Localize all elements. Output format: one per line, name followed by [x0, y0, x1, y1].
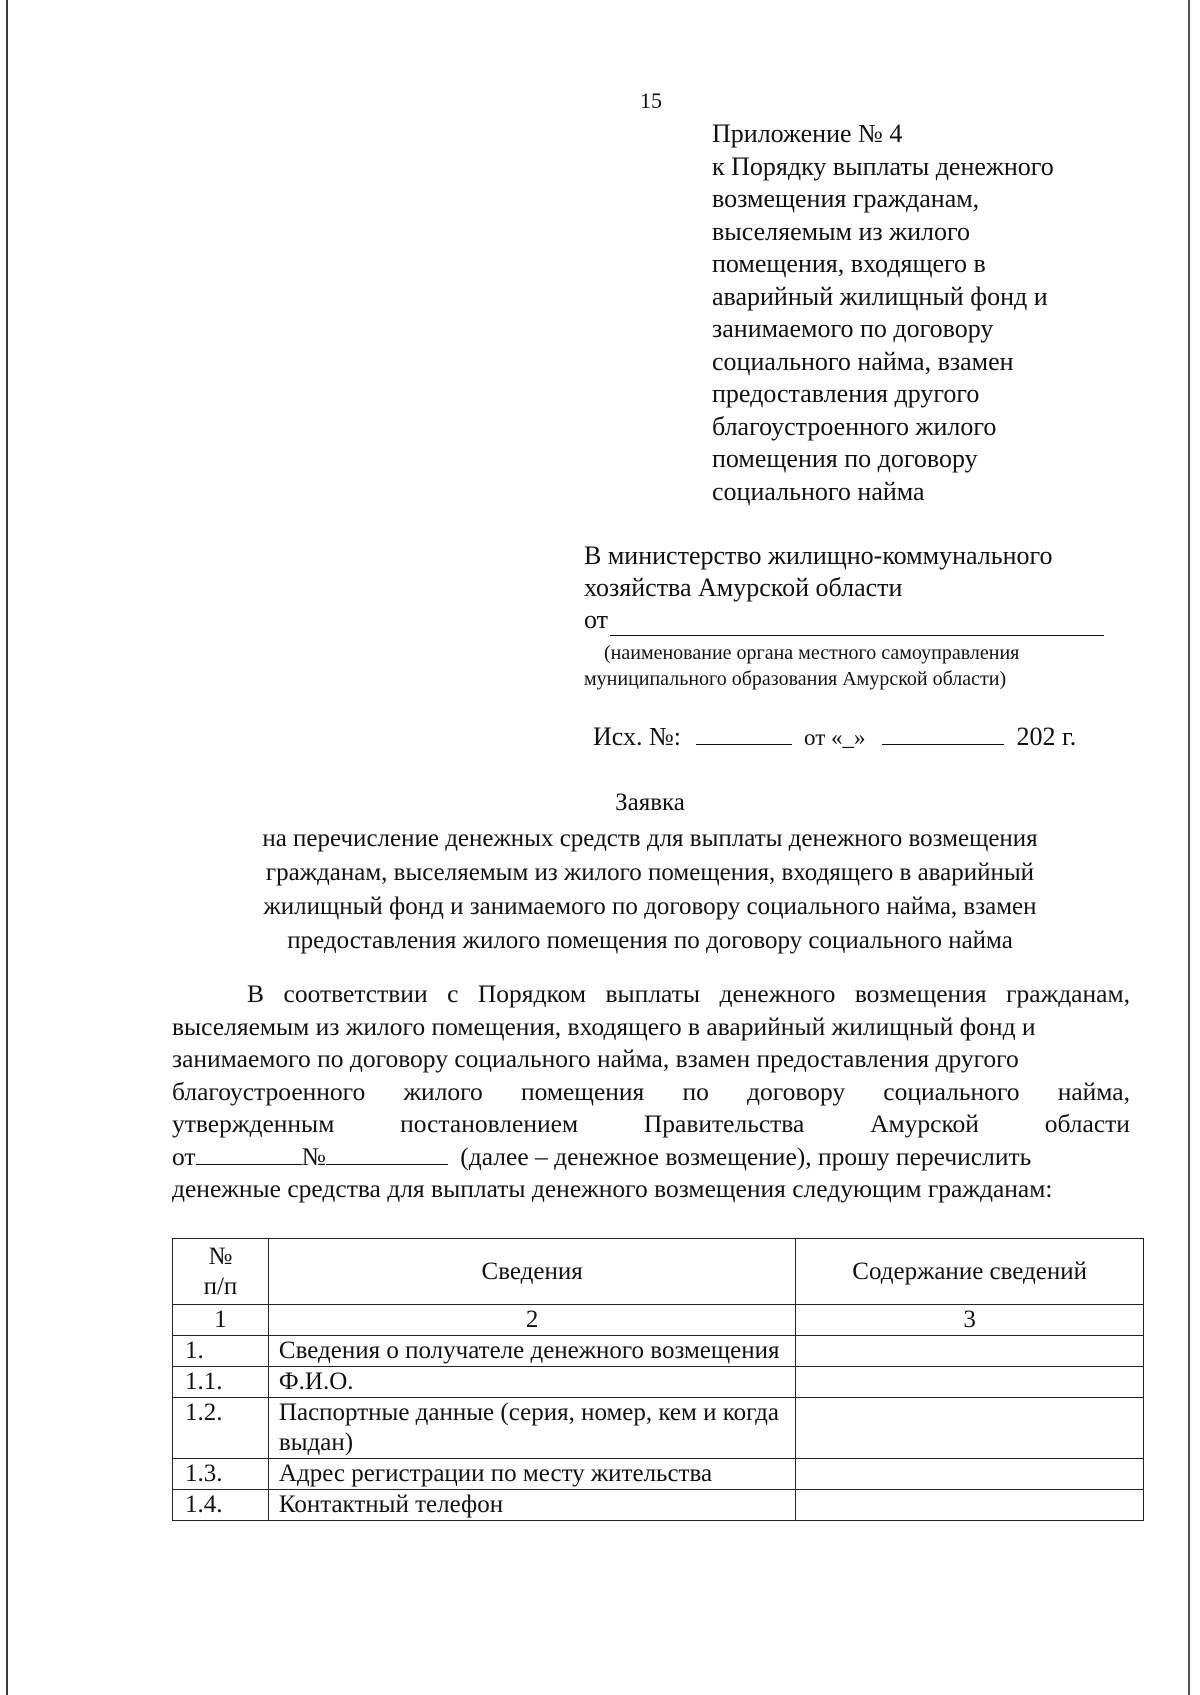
word: выплаты — [605, 979, 700, 1008]
row-value-cell[interactable] — [796, 1459, 1144, 1490]
resolution-date-label: от — [172, 1141, 196, 1171]
word: возмещения — [854, 979, 987, 1008]
paragraph-fragment: (далее – денежное возмещение), прошу перечислить — [460, 1141, 1032, 1171]
appendix-line: благоустроенного жилого — [712, 411, 997, 441]
word: денежного — [719, 979, 836, 1008]
resolution-number-label: № — [301, 1141, 326, 1171]
row-number: 1.2. — [173, 1398, 269, 1459]
row-value-cell[interactable] — [796, 1490, 1144, 1521]
resolution-number-blank[interactable] — [326, 1144, 448, 1165]
row-description: Сведения о получателе денежного возмещения — [268, 1336, 795, 1367]
table-index-row — [173, 1305, 1144, 1336]
header-number-line: п/п — [203, 1272, 238, 1300]
table-row — [173, 1398, 1144, 1459]
paragraph-line: занимаемого по договору социального найма, взамен предоставления другого — [172, 1044, 1019, 1073]
addressee-line: В министерство жилищно-коммунального — [584, 541, 1053, 570]
sender-label: от — [584, 605, 609, 634]
paragraph-line-justified — [172, 1076, 1130, 1109]
word: гражданам, — [1006, 979, 1130, 1008]
paragraph-line-justified — [172, 978, 1130, 1011]
appendix-line: предоставления другого — [712, 379, 980, 408]
word: утвержденным — [172, 1109, 335, 1138]
sender-blank-line[interactable] — [610, 613, 1104, 636]
word: договору — [747, 1076, 846, 1106]
body-paragraph — [172, 978, 1130, 1206]
outgoing-date-blank[interactable] — [882, 722, 1004, 745]
row-value-cell[interactable] — [796, 1367, 1144, 1398]
resolution-reference-line — [172, 1141, 1130, 1174]
word: благоустроенного — [172, 1076, 366, 1106]
sender-field[interactable] — [584, 604, 1104, 636]
row-value-cell[interactable] — [796, 1398, 1144, 1459]
subtitle-line: жилищный фонд и занимаемого по договору социального найма, взамен — [263, 893, 1037, 920]
table-row — [173, 1367, 1144, 1398]
word: с — [447, 979, 459, 1008]
page-number: 15 — [640, 88, 662, 113]
row-description: Ф.И.О. — [268, 1367, 795, 1398]
row-description: Адрес регистрации по месту жительства — [268, 1459, 795, 1490]
appendix-line: Приложение № 4 — [712, 119, 903, 148]
table-row — [173, 1490, 1144, 1521]
caption-line: муниципального образования Амурской области) — [584, 668, 1007, 690]
word: жилого — [403, 1076, 483, 1106]
row-number: 1.3. — [173, 1459, 269, 1490]
outgoing-year: 202 г. — [1016, 722, 1077, 751]
resolution-date-blank[interactable] — [196, 1144, 302, 1165]
appendix-line: помещения по договору — [712, 444, 978, 473]
header-number — [173, 1239, 269, 1305]
scan-edge-right — [1188, 0, 1190, 1695]
outgoing-date-label: от «_» — [804, 725, 866, 750]
paragraph-line: денежные средства для выплаты денежного возмещения следующим гражданам: — [172, 1174, 1053, 1203]
appendix-line: занимаемого по договору — [712, 314, 994, 343]
header-content: Содержание сведений — [796, 1239, 1144, 1305]
addressee-block — [584, 540, 1144, 692]
word: Правительства — [643, 1109, 805, 1138]
word: Порядком — [477, 979, 587, 1008]
word: области — [1044, 1109, 1130, 1138]
paragraph-line: выселяемым из жилого помещения, входящего в аварийный жилищный фонд и — [172, 1011, 1036, 1041]
paragraph-line-justified — [172, 1108, 1130, 1141]
appendix-line: социального найма, взамен — [712, 346, 1014, 376]
row-description: Паспортные данные (серия, номер, кем и когда выдан) — [268, 1398, 795, 1459]
outgoing-number-blank[interactable] — [696, 722, 792, 745]
index-cell: 3 — [796, 1305, 1144, 1336]
word: социального — [883, 1076, 1020, 1106]
table-row — [173, 1336, 1144, 1367]
row-number: 1. — [173, 1336, 269, 1367]
word: постановлением — [400, 1109, 579, 1138]
row-number: 1.4. — [173, 1490, 269, 1521]
header-information: Сведения — [268, 1239, 795, 1305]
appendix-line: аварийный жилищный фонд и — [712, 281, 1048, 311]
scan-edge-left — [6, 0, 8, 1695]
appendix-line: выселяемым из жилого — [712, 216, 971, 246]
outgoing-number-label: Исх. №: — [593, 722, 682, 751]
header-number-line: № — [208, 1242, 233, 1270]
subtitle-line: гражданам, выселяемым из жилого помещения, входящего в аварийный — [265, 859, 1035, 886]
word: помещения — [520, 1076, 645, 1106]
sender-caption — [584, 640, 1144, 692]
table-header-row — [173, 1239, 1144, 1305]
outgoing-reference — [593, 722, 1076, 752]
document-subtitle — [170, 822, 1130, 958]
word: по — [682, 1076, 709, 1106]
row-value-cell[interactable] — [796, 1336, 1144, 1367]
subtitle-line: предоставления жилого помещения по договору социального найма — [287, 927, 1013, 954]
table-row — [173, 1459, 1144, 1490]
appendix-line: помещения, входящего в — [712, 249, 986, 278]
word: найма, — [1057, 1076, 1130, 1106]
row-number: 1.1. — [173, 1367, 269, 1398]
index-cell: 1 — [173, 1305, 269, 1336]
appendix-reference — [712, 118, 1172, 508]
appendix-line: к Порядку выплаты денежного — [712, 151, 1054, 181]
addressee-line: хозяйства Амурской области — [584, 573, 903, 602]
appendix-line: возмещения гражданам, — [712, 184, 980, 213]
document-title: Заявка — [615, 789, 685, 816]
recipient-info-table — [172, 1238, 1144, 1521]
appendix-line: социального найма — [712, 476, 925, 506]
word: соответствии — [283, 979, 428, 1008]
word: Амурской — [870, 1109, 979, 1138]
row-description: Контактный телефон — [268, 1490, 795, 1521]
word: В — [247, 979, 265, 1008]
caption-line: (наименование органа местного самоуправления — [604, 642, 1020, 664]
subtitle-line: на перечисление денежных средств для выплаты денежного возмещения — [262, 825, 1038, 852]
index-cell: 2 — [268, 1305, 795, 1336]
